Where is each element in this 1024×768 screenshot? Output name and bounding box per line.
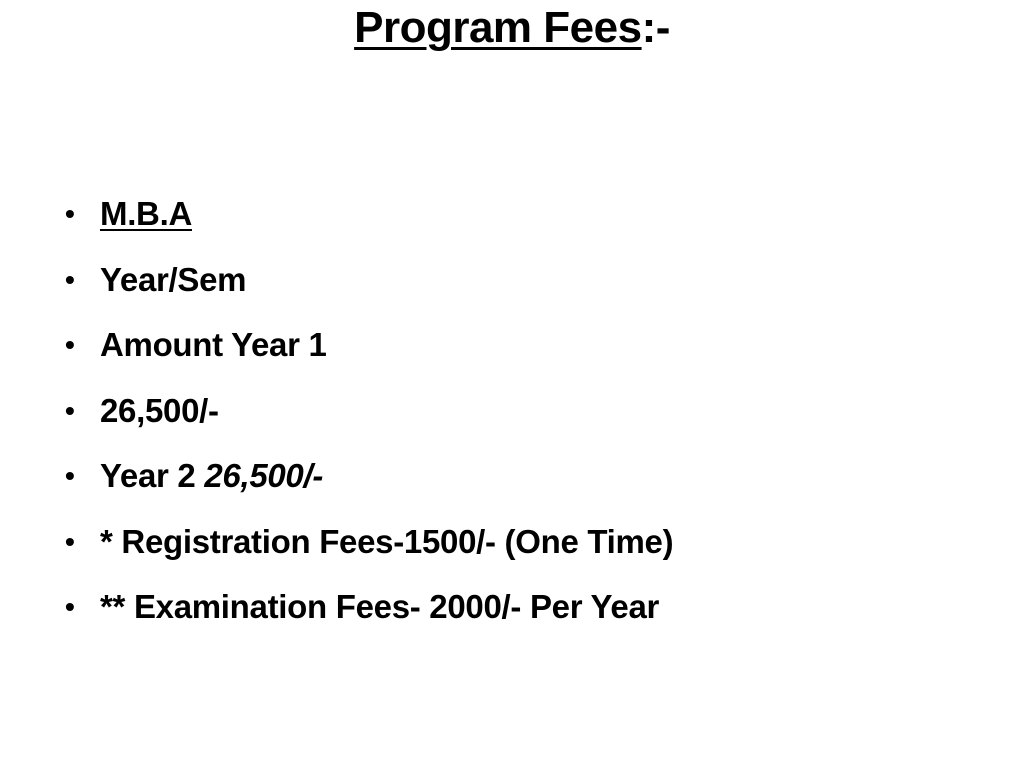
slide-title — [0, 2, 1024, 54]
registration-fees: * Registration Fees-1500/- (One Time) — [100, 522, 674, 560]
bullet-icon: • — [65, 198, 75, 229]
list-item — [60, 378, 673, 444]
list-item — [60, 247, 673, 313]
bullet-icon: • — [65, 394, 75, 426]
bullet-icon: • — [65, 329, 75, 360]
bullet-icon: • — [65, 263, 75, 295]
list-item — [60, 443, 673, 509]
amount-year-1-label: Amount Year 1 — [100, 326, 327, 363]
program-name: M.B.A — [100, 195, 192, 232]
year-2-label: Year 2 — [100, 457, 205, 494]
amount-year-1-value: 26,500/- — [100, 391, 219, 429]
bullet-list — [60, 181, 673, 640]
slide-title-main: Program Fees — [354, 3, 642, 52]
list-item — [60, 574, 673, 640]
year-2-value: 26,500/- — [204, 457, 324, 494]
list-item — [60, 509, 673, 575]
bullet-icon: • — [65, 460, 75, 491]
bullet-icon: • — [65, 525, 75, 557]
bullet-icon: • — [65, 591, 75, 622]
list-item — [60, 181, 673, 247]
examination-fees: ** Examination Fees- 2000/- Per Year — [100, 588, 660, 625]
year-sem-label: Year/Sem — [100, 260, 247, 298]
slide-title-suffix: :- — [641, 3, 670, 52]
list-item — [60, 312, 673, 378]
